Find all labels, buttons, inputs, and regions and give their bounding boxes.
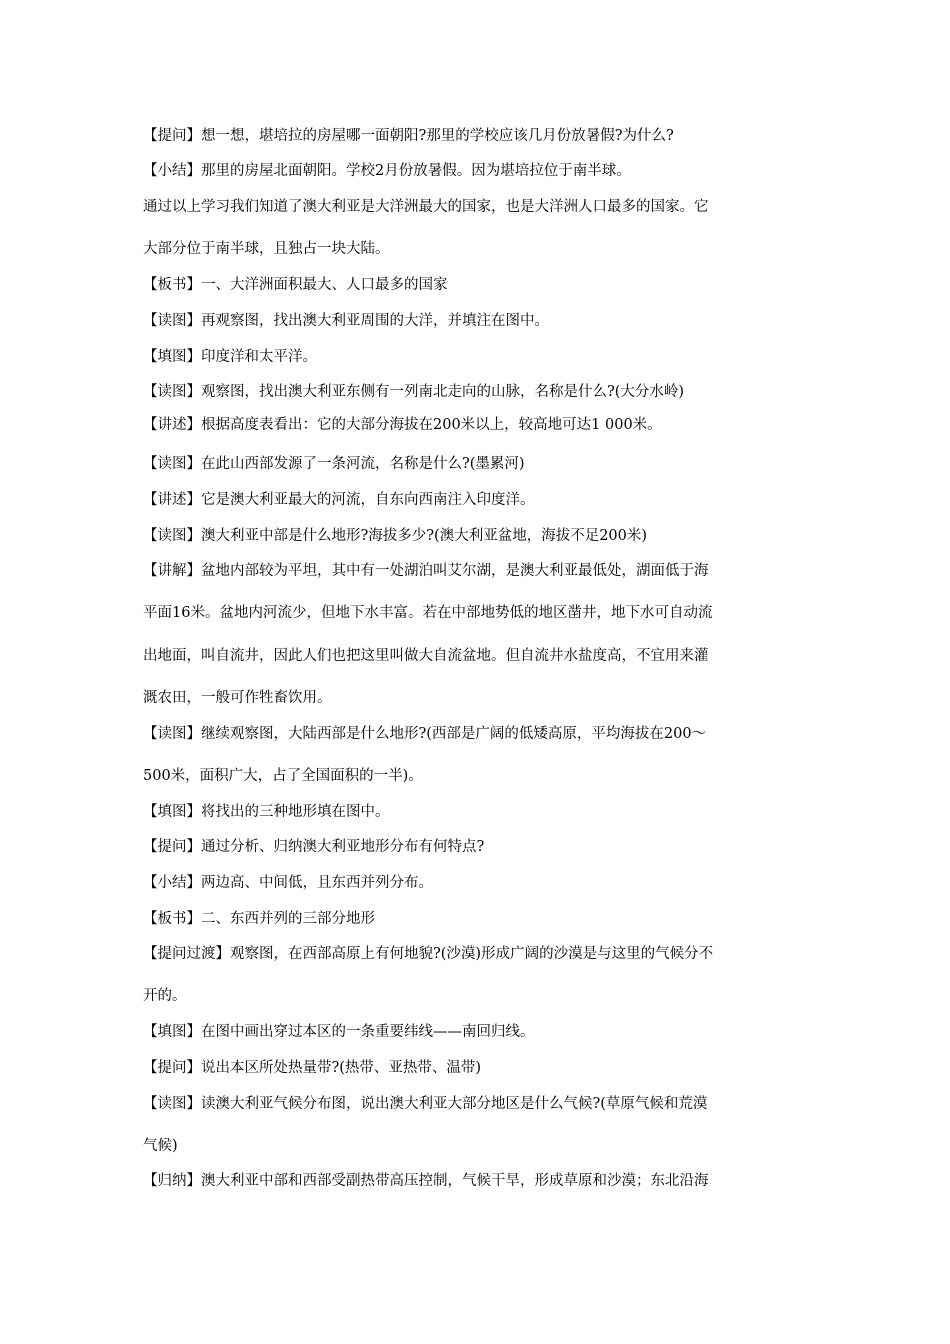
text-line: 【讲解】盆地内部较为平坦，其中有一处湖泊叫艾尔湖，是澳大利亚最低处，湖面低于海 xyxy=(143,563,709,579)
text-line: 【提问】通过分析、归纳澳大利亚地形分布有何特点? xyxy=(143,839,485,855)
text-line: 溉农田，一般可作牲畜饮用。 xyxy=(143,690,332,706)
text-line: 【提问】说出本区所处热量带?(热带、亚热带、温带) xyxy=(143,1060,482,1076)
text-line: 【提问】想一想，堪培拉的房屋哪一面朝阳?那里的学校应该几月份放暑假?为什么? xyxy=(143,128,674,144)
text-line: 气候) xyxy=(143,1138,178,1154)
text-line: 【板书】二、东西并列的三部分地形 xyxy=(143,911,375,927)
text-line: 【填图】在图中画出穿过本区的一条重要纬线——南回归线。 xyxy=(143,1024,535,1040)
text-line: 【板书】一、大洋洲面积最大、人口最多的国家 xyxy=(143,277,448,293)
text-line: 通过以上学习我们知道了澳大利亚是大洋洲最大的国家，也是大洋洲人口最多的国家。它 xyxy=(143,199,709,215)
text-line: 大部分位于南半球，且独占一块大陆。 xyxy=(143,241,390,257)
text-line: 【小结】那里的房屋北面朝阳。学校2月份放暑假。因为堪培拉位于南半球。 xyxy=(143,163,631,179)
text-line: 【读图】继续观察图，大陆西部是什么地形?(西部是广阔的低矮高原，平均海拔在200～ xyxy=(143,726,707,742)
text-line: 【讲述】它是澳大利亚最大的河流，自东向西南注入印度洋。 xyxy=(143,492,535,508)
text-line: 【小结】两边高、中间低，且东西并列分布。 xyxy=(143,875,433,891)
text-line: 开的。 xyxy=(143,988,187,1004)
text-line: 平面16米。盆地内河流少，但地下水丰富。若在中部地势低的地区凿井，地下水可自动流 xyxy=(143,605,713,621)
text-line: 500米，面积广大，占了全国面积的一半)。 xyxy=(143,768,423,784)
text-line: 【读图】在此山西部发源了一条河流，名称是什么?(墨累河) xyxy=(143,456,525,472)
text-line: 【读图】再观察图，找出澳大利亚周围的大洋，并填注在图中。 xyxy=(143,313,549,329)
text-line: 【填图】印度洋和太平洋。 xyxy=(143,349,317,365)
text-line: 【读图】观察图，找出澳大利亚东侧有一列南北走向的山脉，名称是什么?(大分水岭) xyxy=(143,384,685,400)
text-line: 【读图】澳大利亚中部是什么地形?海拔多少?(澳大利亚盆地，海拔不足200米) xyxy=(143,528,648,544)
text-line: 【填图】将找出的三种地形填在图中。 xyxy=(143,804,390,820)
text-line: 【讲述】根据高度表看出：它的大部分海拔在200米以上，较高地可达1 000米。 xyxy=(143,417,662,433)
text-line: 出地面，叫自流井，因此人们也把这里叫做大自流盆地。但自流井水盐度高，不宜用来灌 xyxy=(143,648,709,664)
text-line: 【提问过渡】观察图，在西部高原上有何地貌?(沙漠)形成广阔的沙漠是与这里的气候分不 xyxy=(143,946,714,962)
text-line: 【读图】读澳大利亚气候分布图，说出澳大利亚大部分地区是什么气候?(草原气候和荒漠 xyxy=(143,1096,708,1112)
text-line: 【归纳】澳大利亚中部和西部受副热带高压控制，气候干旱，形成草原和沙漠；东北沿海 xyxy=(143,1173,709,1189)
